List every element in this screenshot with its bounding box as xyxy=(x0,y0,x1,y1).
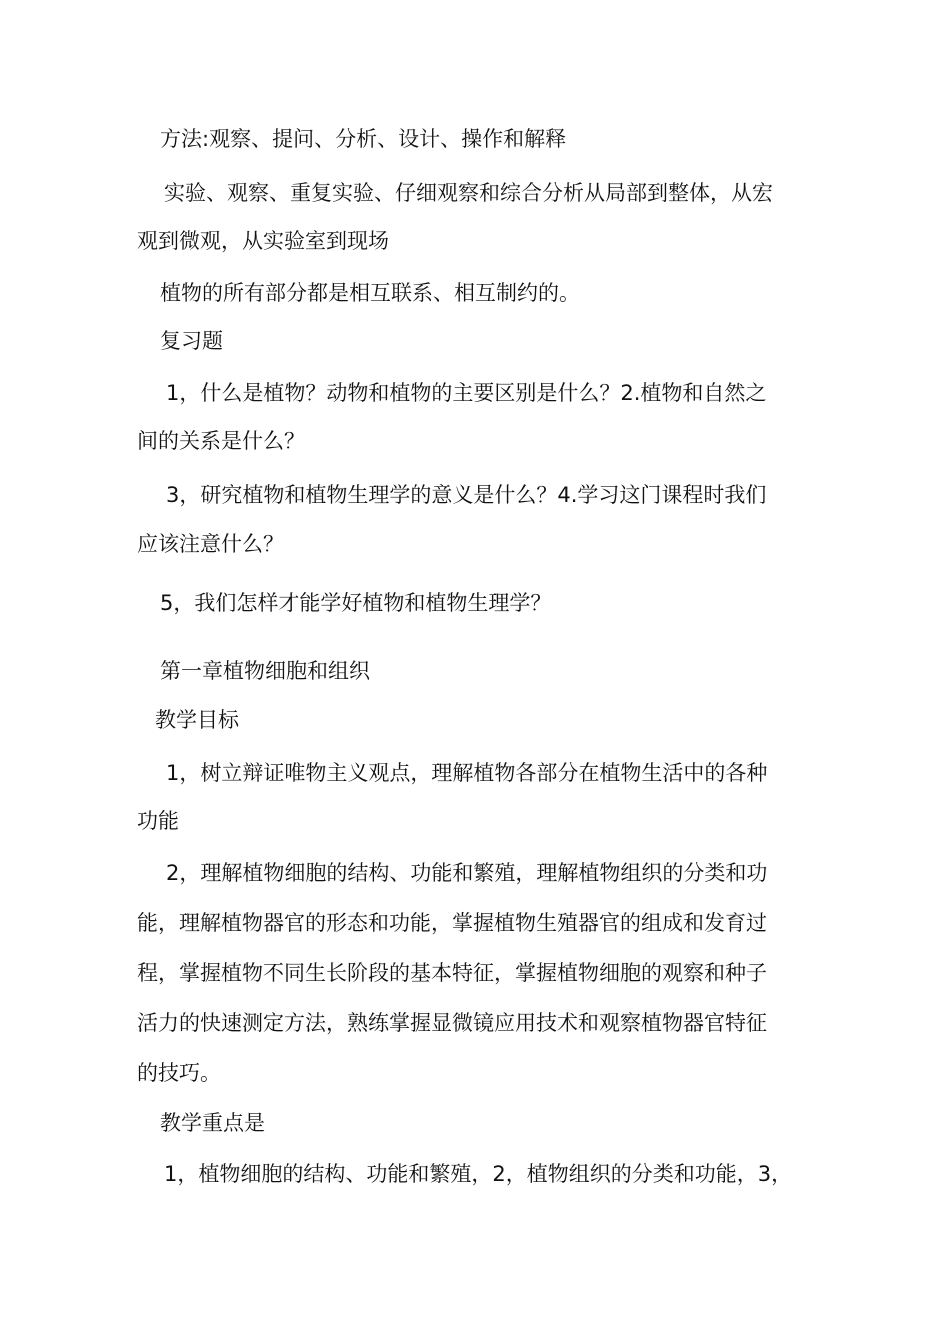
text-line-8: 3，研究植物和植物生理学的意义是什么？4.学习这门课程时我们 xyxy=(166,483,767,507)
text-line-3: 观到微观，从实验室到现场 xyxy=(137,229,389,253)
text-line-13: 1，树立辩证唯物主义观点，理解植物各部分在植物生活中的各种 xyxy=(166,761,768,785)
text-line-17: 程，掌握植物不同生长阶段的基本特征，掌握植物细胞的观察和种子 xyxy=(137,961,767,985)
text-line-15: 2，理解植物细胞的结构、功能和繁殖，理解植物组织的分类和功 xyxy=(166,861,768,885)
text-line-7: 间的关系是什么？ xyxy=(137,429,305,453)
section-heading-key-points: 教学重点是 xyxy=(160,1111,265,1135)
text-line-18: 活力的快速测定方法，熟练掌握显微镜应用技术和观察植物器官特征 xyxy=(137,1011,767,1035)
text-line-6: 1，什么是植物？动物和植物的主要区别是什么？2.植物和自然之 xyxy=(166,381,767,405)
text-line-19: 的技巧。 xyxy=(137,1061,221,1085)
section-heading-objectives: 教学目标 xyxy=(155,708,239,732)
text-line-14: 功能 xyxy=(137,809,179,833)
chapter-title: 第一章植物细胞和组织 xyxy=(160,659,370,683)
text-line-16: 能，理解植物器官的形态和功能，掌握植物生殖器官的组成和发育过 xyxy=(137,911,767,935)
text-line-1: 方法:观察、提问、分析、设计、操作和解释 xyxy=(160,127,567,151)
text-line-21: 1，植物细胞的结构、功能和繁殖，2，植物组织的分类和功能，3， xyxy=(164,1162,793,1186)
text-line-2: 实验、观察、重复实验、仔细观察和综合分析从局部到整体，从宏 xyxy=(164,181,773,205)
section-heading-review: 复习题 xyxy=(160,329,223,353)
text-line-10: 5，我们怎样才能学好植物和植物生理学？ xyxy=(160,591,552,615)
text-line-9: 应该注意什么？ xyxy=(137,532,284,556)
text-line-4: 植物的所有部分都是相互联系、相互制约的。 xyxy=(160,281,580,305)
